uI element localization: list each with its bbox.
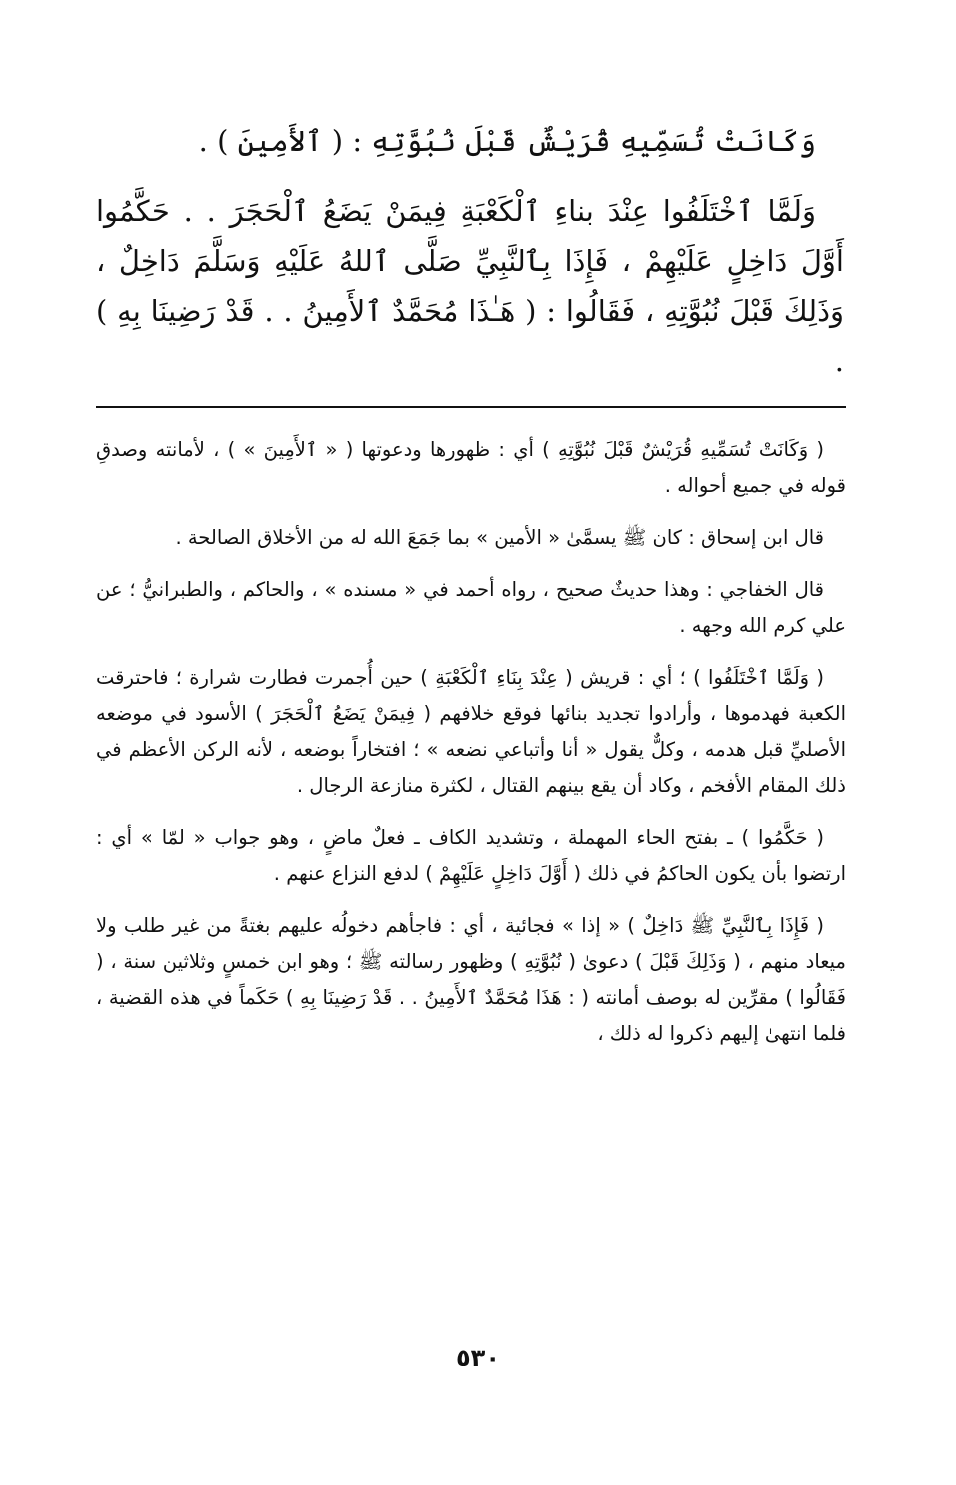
commentary-paragraph: قال الخفاجي : وهذا حديثٌ صحيح ، رواه أحمد في « مسنده » ، والحاكم ، والطبرانيُّ ؛ عن علي كرم الله وجهه .: [96, 578, 846, 637]
main-text-paragraph-2: وَلَمَّا ٱخْتَلَفُوا عِنْدَ بناءِ ٱلْكَعْبَةِ فِيمَنْ يَضَعُ ٱلْحَجَرَ . . حَكَّمُوا أَوَّلَ دَاخِلٍ عَلَيْهِمْ ، فَإِذَا بِٱلنَّبِيِّ صَلَّى ٱللهُ عَلَيْهِ وَسَلَّمَ دَاخِلٌ ، وَذَلِكَ قَبْلَ نُبُوَّتِهِ ، فَقَالُوا : ( هَـٰذَا مُحَمَّدٌ ٱلأَمِينُ . . قَدْ رَضِينَا بِهِ ) .: [96, 194, 844, 378]
commentary-block: [96, 432, 846, 1068]
commentary-paragraph: ( وَكَانَتْ تُسَمِّيهِ قُرَيْشٌ قَبْلَ نُبُوَّتِهِ ) أي : ظهورها ودعوتها ( « ٱلأَمِينَ » ) ، لأمانته وصدقِ قوله في جميع أحواله .: [96, 438, 846, 497]
main-text-line-1: وَكَانَتْ تُسَمِّيهِ قُرَيْشٌ قَبْلَ نُبُوَّتِهِ : ( ٱلأَمِينَ ) .: [198, 124, 816, 158]
page-number: ٥٣٠: [456, 1344, 500, 1372]
main-text-block: [96, 118, 844, 386]
commentary-paragraph: ( وَلَمَّا ٱخْتَلَفُوا ) ؛ أي : قريش ( عِنْدَ بِنَاءِ ٱلْكَعْبَةِ ) حين أُجمرت فطارت شرارة ؛ فاحترقت الكعبة فهدموها ، وأرادوا تجديد بنائها فوقع خلافهم ( فِيمَنْ يَضَعُ ٱلْحَجَرَ ) الأسود في موضعه الأصليِّ قبل هدمه ، وكلٌّ يقول « أنا وأتباعي نضعه » ؛ افتخاراً بوضعه ، لأنه الركن الأعظم في ذلك المقام الأفخم ، وكاد أن يقع بينهم القتال ، لكثرة منازعة الرجال .: [96, 666, 846, 797]
footnote-divider: [96, 406, 846, 408]
commentary-paragraph: قال ابن إسحاق : كان ﷺ يسمَّىٰ « الأمين » بما جَمَعَ الله له من الأخلاق الصالحة .: [175, 526, 824, 549]
commentary-paragraph: ( فَإِذَا بِٱلنَّبِيِّ ﷺ دَاخِلٌ ) « إذا » فجائية ، أي : فاجأهم دخولُه عليهم بغتةً من غير طلب ولا ميعاد منهم ، ( وَذَلِكَ قَبْلَ ) دعوىٰ ( نُبُوَّتِهِ ) وظهور رسالته ﷺ ؛ وهو ابن خمسٍ وثلاثين سنة ، ( فَقَالُوا ) مقرِّين له بوصف أمانته ( : هَذَا مُحَمَّدٌ ٱلأَمِينُ . . قَدْ رَضِينَا بِهِ ) حَكَماً في هذه القضية ، فلما انتهىٰ إليهم ذكروا له ذلك ،: [96, 914, 846, 1045]
commentary-paragraph: ( حَكَّمُوا ) ـ بفتح الحاء المهملة ، وتشديد الكاف ـ فعلٌ ماضٍ ، وهو جواب « لمّا » أي : ارتضوا بأن يكون الحاكمُ في ذلك ( أَوَّلَ دَاخِلٍ عَلَيْهِمْ ) لدفع النزاع عنهم .: [96, 826, 846, 885]
